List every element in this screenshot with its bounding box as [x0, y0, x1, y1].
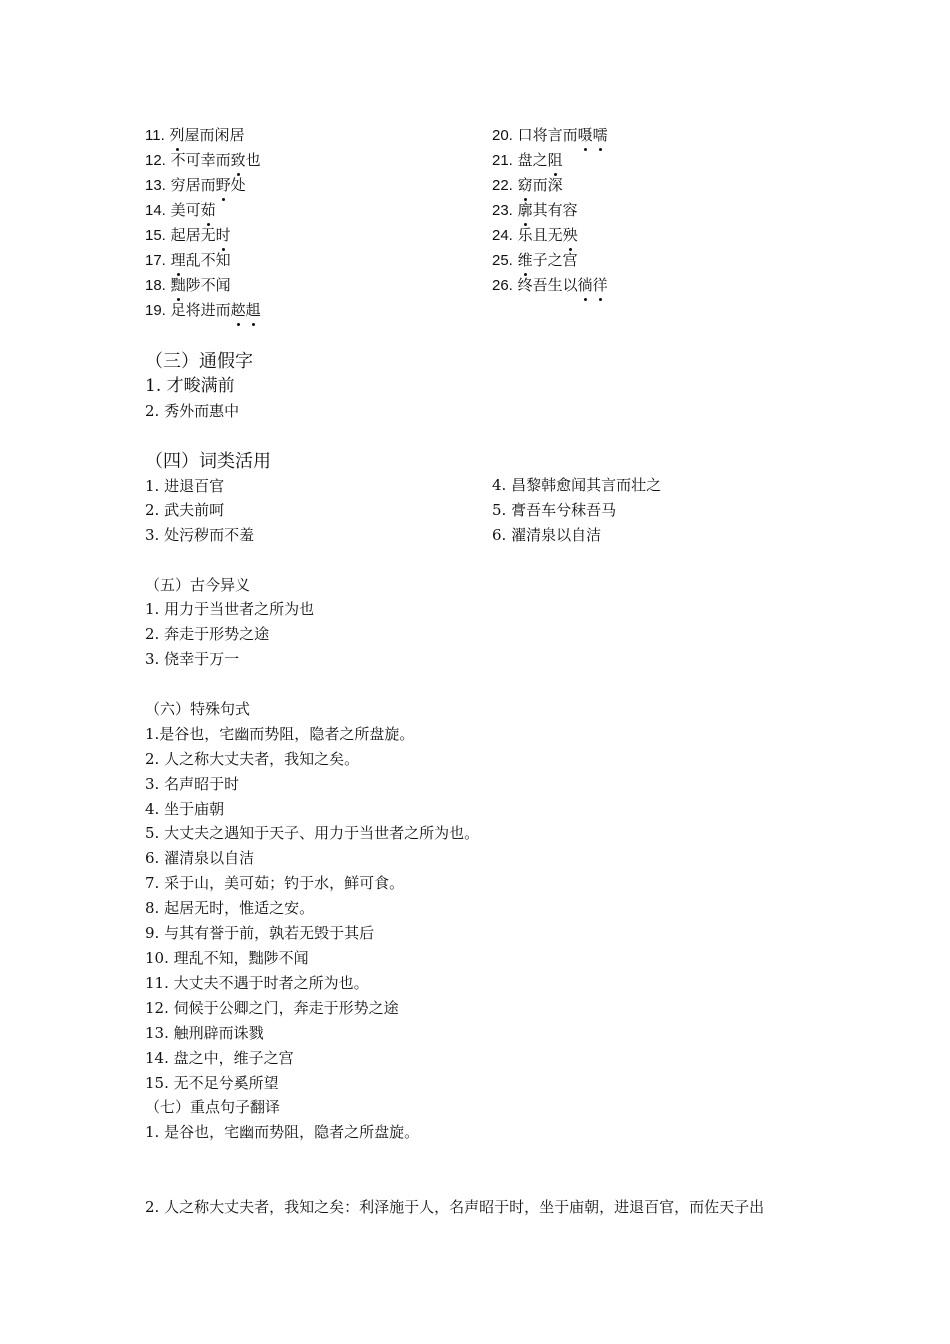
list-item: 10. 理乱不知，黜陟不闻	[145, 949, 309, 967]
list-item: 6. 濯清泉以自洁	[145, 849, 255, 867]
list-item: 4. 昌黎韩愈闻其言而壮之	[492, 476, 662, 494]
section-heading: （三）通假字	[145, 351, 253, 372]
list-item: 3. 处污秽而不羞	[145, 526, 255, 544]
list-item: 11. 大丈夫不遇于时者之所为也。	[145, 974, 369, 992]
list-item: 1. 进退百官	[145, 477, 225, 495]
section-heading: （四）词类活用	[145, 451, 271, 472]
list-item: 4. 坐于庙朝	[145, 800, 225, 818]
list-item: 12. 伺候于公卿之门，奔走于形势之途	[145, 999, 399, 1017]
section-heading: （七）重点句子翻译	[145, 1098, 281, 1116]
list-item: 8. 起居无时，惟适之安。	[145, 899, 315, 917]
list-item: 21. 盘之阻	[492, 151, 563, 169]
list-item: 11. 列屋而闲居	[145, 126, 245, 144]
list-item: 23. 廓其有容	[492, 201, 578, 219]
list-item: 1. 用力于当世者之所为也	[145, 600, 315, 618]
list-item: 2. 奔走于形势之途	[145, 625, 270, 643]
list-item: 5. 膏吾车兮秣吾马	[492, 501, 617, 519]
list-item: 6. 濯清泉以自洁	[492, 526, 602, 544]
list-item: 5. 大丈夫之遇知于天子、用力于当世者之所为也。	[145, 824, 480, 842]
list-item: 1. 是谷也，宅幽而势阻，隐者之所盘旋。	[145, 1123, 420, 1141]
list-item: 1. 才畯满前	[145, 376, 235, 396]
list-item: 13. 穷居而野处	[145, 176, 246, 194]
list-item: 17. 理乱不知	[145, 251, 231, 269]
list-item: 15. 起居无时	[145, 226, 231, 244]
list-item: 2. 武夫前呵	[145, 501, 225, 519]
list-item: 2. 秀外而惠中	[145, 402, 240, 420]
list-item: 9. 与其有誉于前，孰若无毁于其后	[145, 924, 375, 942]
list-item: 3. 名声昭于时	[145, 775, 240, 793]
list-item: 2. 人之称大丈夫者，我知之矣：利泽施于人，名声昭于时，坐于庙朝，进退百官，而佐天子出	[145, 1198, 765, 1216]
list-item: 20. 口将言而嗫嚅	[492, 126, 608, 144]
list-item: 15. 无不足兮奚所望	[145, 1074, 279, 1092]
list-item: 2. 人之称大丈夫者，我知之矣。	[145, 750, 360, 768]
section-heading: （五）古今异义	[145, 576, 251, 594]
list-item: 7. 采于山，美可茹；钓于水，鲜可食。	[145, 874, 405, 892]
section-heading: （六）特殊句式	[145, 700, 251, 718]
list-item: 25. 维子之宫	[492, 251, 578, 269]
list-item: 22. 窈而深	[492, 176, 563, 194]
list-item: 1.是谷也，宅幽而势阻，隐者之所盘旋。	[145, 725, 415, 743]
list-item: 24. 乐且无殃	[492, 226, 578, 244]
list-item: 19. 足将进而趑趄	[145, 301, 261, 319]
list-item: 14. 美可茹	[145, 201, 216, 219]
list-item: 12. 不可幸而致也	[145, 151, 261, 169]
list-item: 3. 侥幸于万一	[145, 650, 240, 668]
list-item: 14. 盘之中，维子之宫	[145, 1049, 294, 1067]
list-item: 26. 终吾生以徜徉	[492, 276, 608, 294]
list-item: 13. 触刑辟而诛戮	[145, 1024, 264, 1042]
list-item: 18. 黜陟不闻	[145, 276, 231, 294]
